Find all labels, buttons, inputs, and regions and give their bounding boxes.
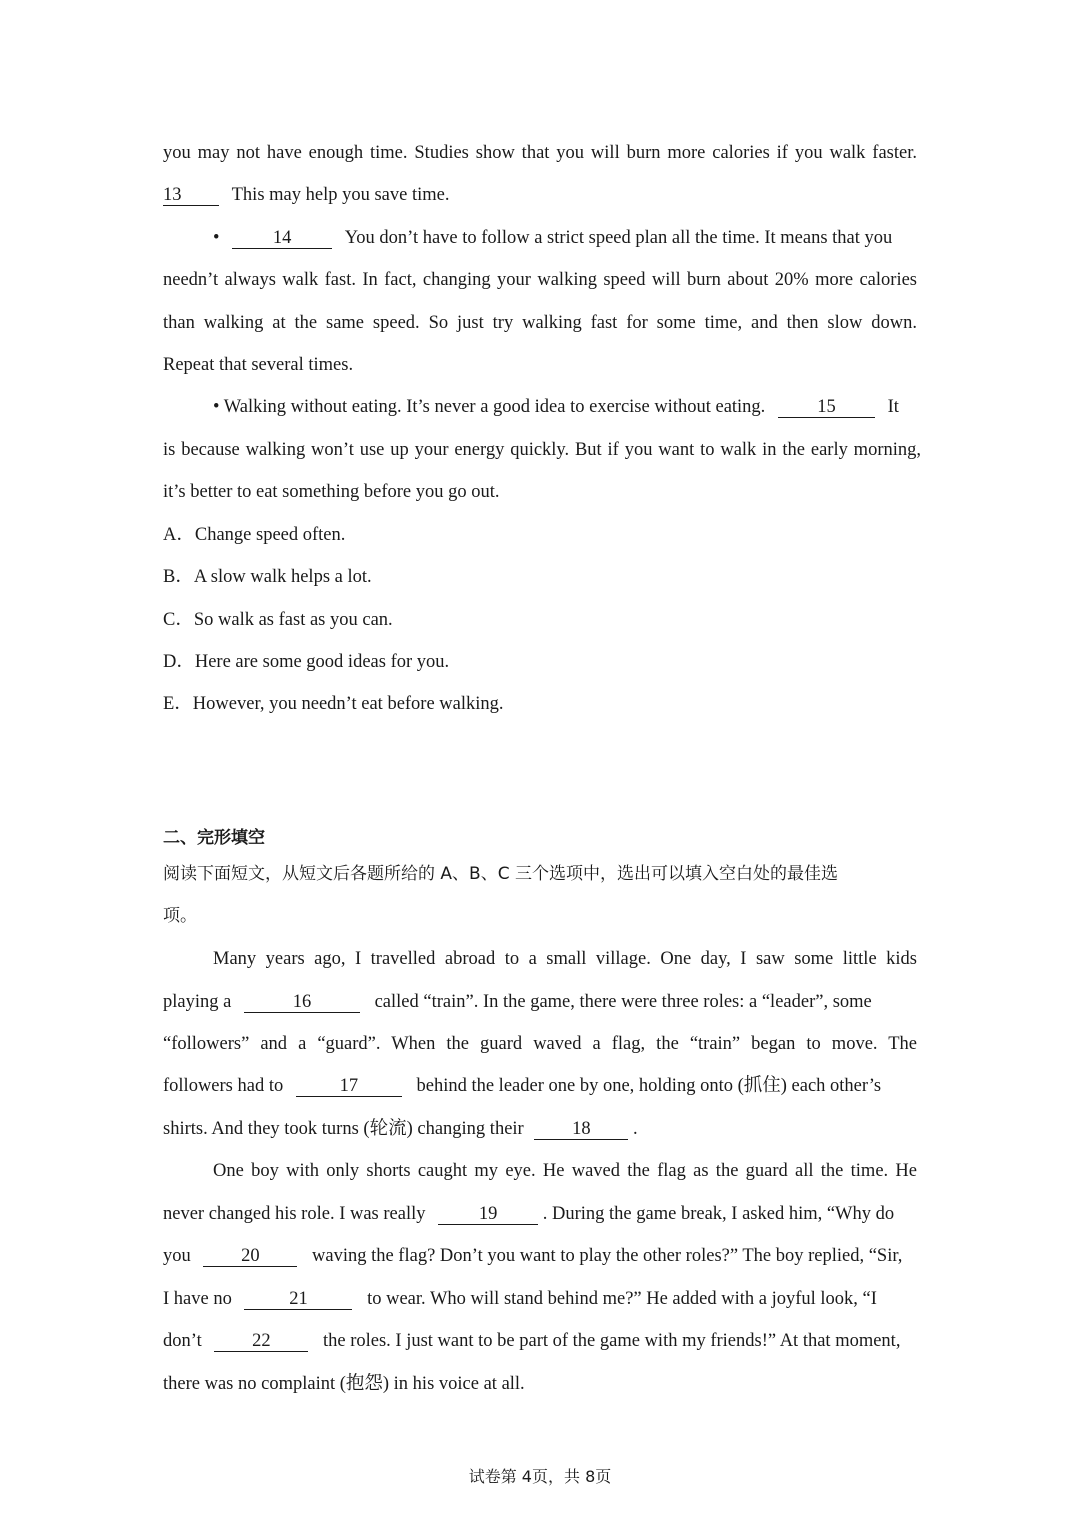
passage-line [163, 183, 917, 207]
cloze-text: never changed his role. I was really [163, 1204, 426, 1224]
answer-blank-22[interactable]: 22 [214, 1331, 308, 1352]
cloze-line: One boy with only shorts caught my eye. He waved the flag as the guard all the time. He [213, 1161, 917, 1181]
cloze-line [163, 1329, 917, 1353]
answer-blank-21[interactable]: 21 [244, 1289, 352, 1310]
answer-blank-19[interactable]: 19 [438, 1204, 538, 1225]
passage-line: is because walking won’t use up your energy quickly. But if you want to walk in the early morning, [163, 440, 921, 460]
cloze-text: . [632, 1119, 638, 1139]
cloze-text: shirts. And they took turns (轮流) changing their [163, 1119, 524, 1139]
passage-line: than walking at the same speed. So just try walking fast for some time, and then slow down. [163, 313, 917, 333]
cloze-text: behind the leader one by one, holding onto (抓住) each other’s [416, 1076, 882, 1096]
answer-blank-17[interactable]: 17 [296, 1076, 402, 1097]
cloze-text: you [163, 1246, 191, 1266]
passage-text: You don’t have to follow a strict speed plan all the time. It means that you [344, 228, 893, 248]
option-d: D．Here are some good ideas for you. [163, 652, 450, 672]
answer-blank-13[interactable]: 13 [163, 185, 219, 206]
cloze-line: “followers” and a “guard”. When the guard waved a flag, the “train” began to move. The [163, 1034, 917, 1054]
cloze-line: Many years ago, I travelled abroad to a small village. One day, I saw some little kids [213, 949, 917, 969]
passage-line: you may not have enough time. Studies show that you will burn more calories if you walk faster. [163, 143, 917, 163]
passage-text: • Walking without eating. It’s never a good idea to exercise without eating. [213, 397, 766, 417]
section-instruction: 项。 [163, 906, 197, 926]
answer-blank-15[interactable]: 15 [778, 397, 875, 418]
section-instruction: 阅读下面短文，从短文后各题所给的 A、B、C 三个选项中，选出可以填入空白处的最佳选 [163, 864, 838, 884]
cloze-line [163, 1117, 917, 1141]
passage-line [213, 226, 917, 250]
option-a: A．Change speed often. [163, 525, 346, 545]
passage-text: It [887, 397, 899, 417]
bullet: • [213, 228, 220, 248]
option-b: B．A slow walk helps a lot. [163, 567, 372, 587]
cloze-line [163, 1287, 917, 1311]
passage-line: Repeat that several times. [163, 355, 354, 375]
passage-line [213, 395, 917, 419]
passage-line: it’s better to eat something before you go out. [163, 482, 500, 502]
cloze-text: the roles. I just want to be part of the game with my friends!” At that moment, [322, 1331, 901, 1351]
cloze-text: I have no [163, 1289, 232, 1309]
page-footer: 试卷第 4页，共 8页 [468, 1467, 612, 1486]
answer-blank-16[interactable]: 16 [244, 992, 360, 1013]
answer-blank-18[interactable]: 18 [534, 1119, 628, 1140]
cloze-text: followers had to [163, 1076, 284, 1096]
cloze-line [163, 1244, 917, 1268]
cloze-line [163, 990, 917, 1014]
option-e: E．However, you needn’t eat before walking. [163, 694, 504, 714]
cloze-line: there was no complaint (抱怨) in his voice at all. [163, 1374, 525, 1394]
cloze-text: playing a [163, 992, 232, 1012]
cloze-text: don’t [163, 1331, 202, 1351]
passage-text: This may help you save time. [231, 185, 450, 205]
answer-blank-14[interactable]: 14 [232, 228, 332, 249]
cloze-text: called “train”. In the game, there were three roles: a “leader”, some [374, 992, 872, 1012]
cloze-line [163, 1074, 917, 1098]
cloze-text: to wear. Who will stand behind me?” He added with a joyful look, “I [367, 1289, 877, 1309]
cloze-text: waving the flag? Don’t you want to play the other roles?” The boy replied, “Sir, [312, 1246, 903, 1266]
option-c: C．So walk as fast as you can. [163, 610, 393, 630]
cloze-line [163, 1202, 917, 1226]
passage-line: needn’t always walk fast. In fact, changing your walking speed will burn about 20% more calories [163, 270, 917, 290]
answer-blank-20[interactable]: 20 [203, 1246, 297, 1267]
section-heading: 二、完形填空 [163, 828, 265, 848]
cloze-text: . During the game break, I asked him, “Why do [542, 1204, 895, 1224]
